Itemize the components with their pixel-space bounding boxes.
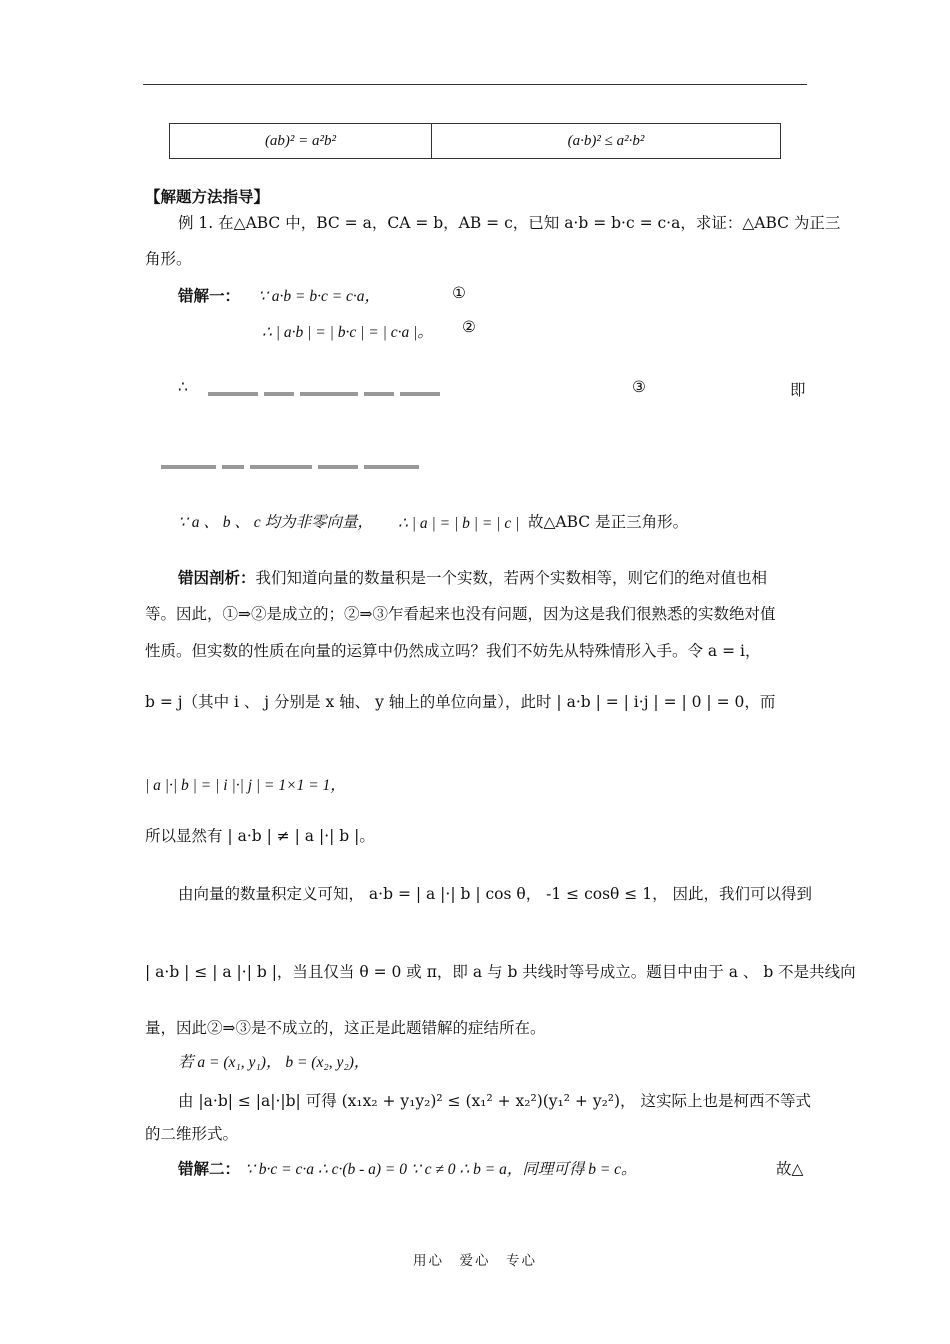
header-rule — [143, 84, 807, 85]
comparison-table — [169, 123, 781, 159]
table-cell-real: (ab)² = a²b² — [170, 124, 432, 159]
example-line-2: 角形。 — [145, 250, 192, 268]
analysis-p8: | a·b | ≤ | a |·| b |，当且仅当 θ = 0 或 π，即 a 与 b 共线时等号成立。题目中由于 a 、 b 不是共线向 — [145, 963, 856, 981]
analysis-p12: 的二维形式。 — [145, 1125, 239, 1143]
step-marker-3: ③ — [632, 378, 646, 396]
ji-text: 即 — [790, 381, 806, 399]
wrong2-text: ∵ b·c = c·a ∴ c·(b - a) = 0 ∵ c ≠ 0 ∴ b = a，同理可得 b = c。 — [245, 1161, 637, 1178]
table-cell-vector: (a·b)² ≤ a²·b² — [432, 124, 781, 159]
page-footer: 用心 爱心 专心 — [413, 1253, 537, 1269]
analysis-label: 错因剖析： — [178, 568, 256, 587]
wrong1-conclusion-b: ∴ | a | = | b | = | c | — [398, 515, 520, 532]
broken-equation-image-2 — [158, 456, 458, 484]
step-marker-1: ① — [452, 284, 466, 302]
wrong1-step3: ∴ — [178, 378, 188, 396]
analysis-p3: 性质。但实数的性质在向量的运算中仍然成立吗？我们不妨先从特殊情形入手。令 a = i， — [145, 642, 761, 660]
wrong2-label: 错解二： — [178, 1159, 241, 1178]
wrong1-step1: ∵ a·b = b·c = c·a， — [258, 288, 381, 305]
analysis-p4: b = j（其中 i 、 j 分别是 x 轴、 y 轴上的单位向量），此时 | a·b | = | i·j | = | 0 | = 0，而 — [145, 693, 776, 711]
analysis-p10: 若 a = (x₁, y₁)， b = (x₂, y₂)， — [178, 1054, 370, 1071]
analysis-p5: | a |·| b | = | i |·| j | = 1×1 = 1， — [145, 777, 346, 794]
wrong1-step2: ∴ | a·b | = | b·c | = | c·a |。 — [262, 324, 433, 341]
wrong2-tail: 故△ — [776, 1160, 804, 1178]
wrong1-conclusion-a: ∵ a 、 b 、 c 均为非零向量， — [178, 514, 373, 531]
wrong1-label: 错解一： — [178, 286, 241, 305]
broken-equation-image-1 — [205, 383, 480, 411]
analysis-p2: 等。因此，①⇒②是成立的；②⇒③乍看起来也没有问题，因为这是我们很熟悉的实数绝对值 — [145, 605, 776, 623]
analysis-p11: 由 |a·b| ≤ |a|·|b| 可得 (x₁x₂ + y₁y₂)² ≤ (x₁² + x₂²)(y₁² + y₂²)， 这实际上也是柯西不等式 — [178, 1092, 811, 1110]
wrong1-conclusion-c: 故△ABC 是正三角形。 — [528, 513, 689, 531]
analysis-p9: 量，因此②⇒③是不成立的，这正是此题错解的症结所在。 — [145, 1019, 546, 1037]
step-marker-2: ② — [462, 318, 476, 336]
example-line-1: 例 1. 在△ABC 中，BC = a，CA = b，AB = c，已知 a·b = b·c = c·a，求证：△ABC 为正三 — [178, 214, 841, 232]
analysis-p6: 所以显然有 | a·b | ≠ | a |·| b |。 — [145, 827, 375, 845]
section-title: 【解题方法指导】 — [145, 187, 270, 206]
analysis-p7: 由向量的数量积定义可知， a·b = | a |·| b | cos θ， -1 ≤ cosθ ≤ 1， 因此，我们可以得到 — [178, 885, 812, 903]
analysis-p1: 我们知道向量的数量积是一个实数，若两个实数相等，则它们的绝对值也相 — [255, 569, 768, 587]
